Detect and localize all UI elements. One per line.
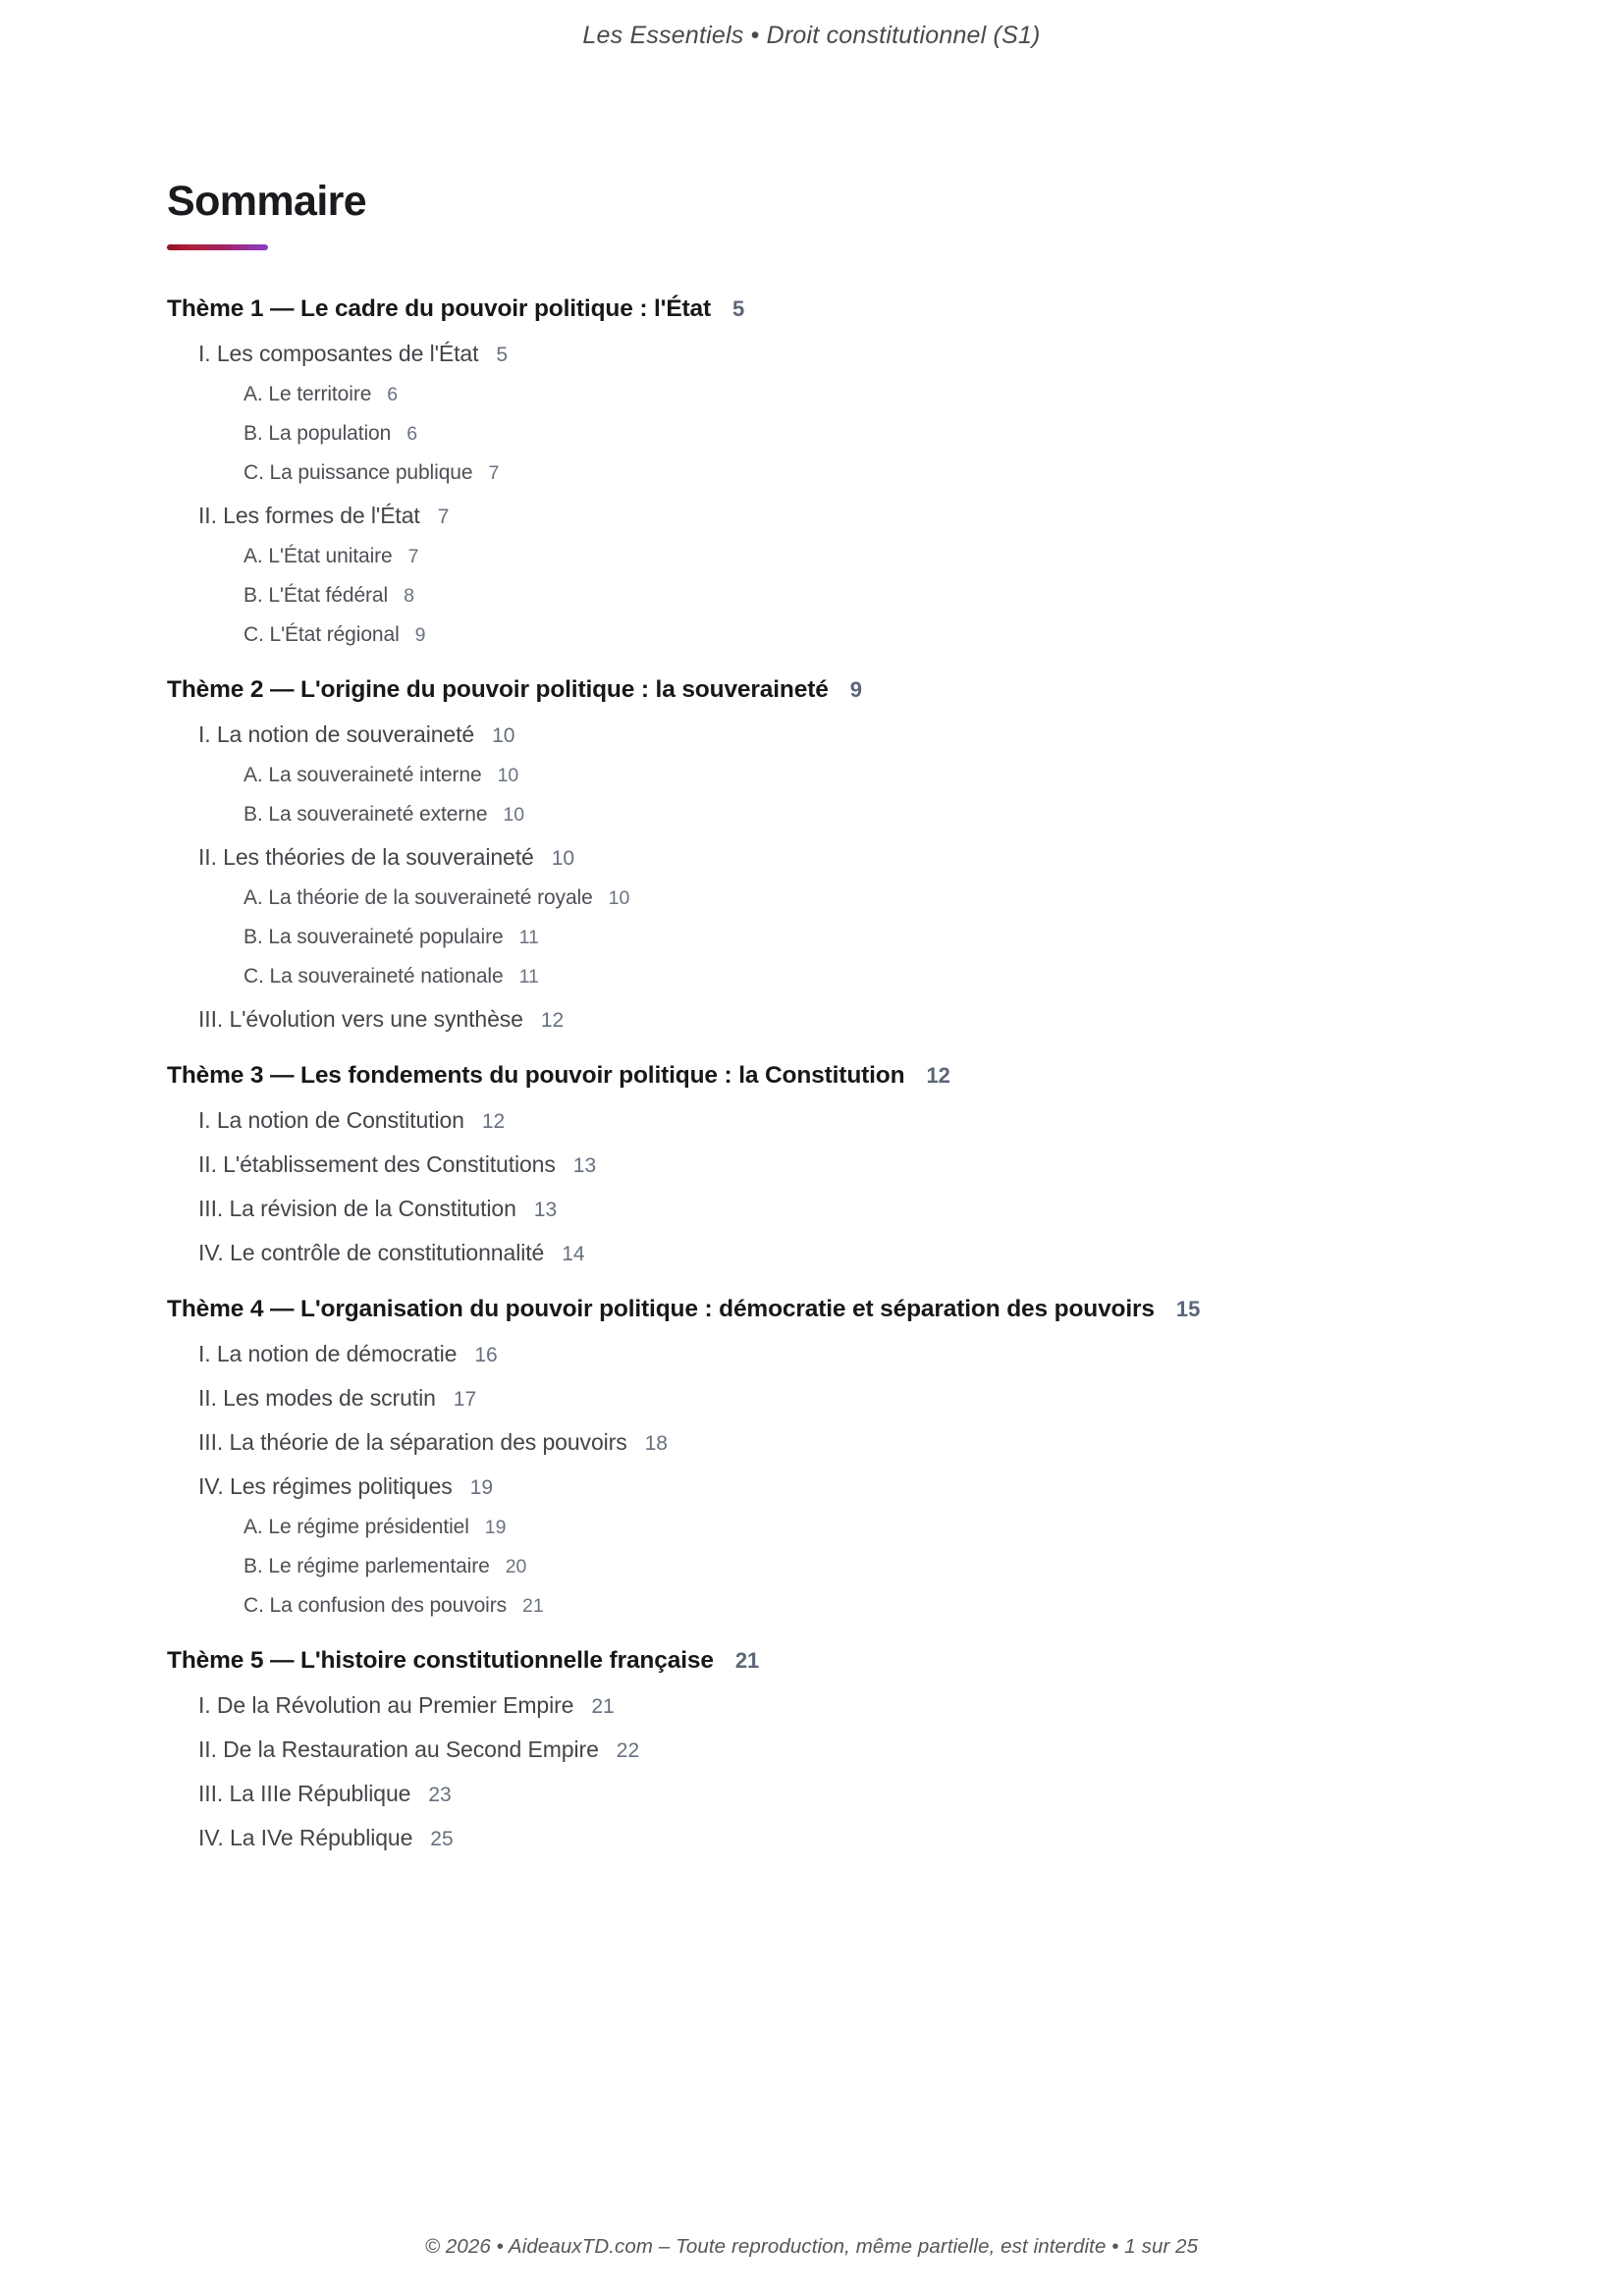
toc-entry-level-2[interactable] (198, 341, 1463, 367)
toc-entry-page-number: 25 (430, 1828, 454, 1851)
toc-entry-label: B. Le régime parlementaire (243, 1555, 490, 1578)
toc-entry-page-number: 19 (484, 1517, 507, 1539)
page-title: Sommaire (167, 178, 367, 225)
toc-entry-label: C. L'État régional (243, 623, 400, 647)
toc-entry-level-2[interactable] (198, 1341, 1463, 1367)
toc-entry-level-3[interactable] (243, 926, 1463, 949)
toc-entry-label: B. La population (243, 422, 392, 446)
toc-entry-level-2[interactable] (198, 1006, 1463, 1033)
toc-entry-label: III. La IIIe République (198, 1781, 411, 1807)
toc-entry-page-number: 20 (505, 1556, 527, 1578)
toc-entry-level-2[interactable] (198, 1385, 1463, 1412)
toc-entry-label: Thème 2 — L'origine du pouvoir politique : la souveraineté (167, 676, 829, 704)
toc-entry-label: Thème 3 — Les fondements du pouvoir politique : la Constitution (167, 1062, 905, 1090)
toc-entry-label: B. La souveraineté externe (243, 803, 488, 827)
toc-entry-level-2[interactable] (198, 1196, 1463, 1222)
toc-entry-level-2[interactable] (198, 1240, 1463, 1266)
toc-entry-level-3[interactable] (243, 545, 1463, 568)
toc-entry-page-number: 21 (591, 1695, 615, 1719)
toc-entry-label: I. De la Révolution au Premier Empire (198, 1692, 574, 1719)
toc-entry-level-2[interactable] (198, 1151, 1463, 1178)
toc-entry-level-1[interactable] (167, 1062, 1463, 1090)
toc-entry-page-number: 5 (732, 296, 745, 322)
toc-entry-level-2[interactable] (198, 1736, 1463, 1763)
toc-entry-page-number: 11 (518, 927, 539, 949)
toc-entry-label: II. Les théories de la souveraineté (198, 844, 534, 871)
toc-entry-level-1[interactable] (167, 676, 1463, 704)
toc-entry-page-number: 8 (404, 585, 414, 608)
toc-entry-level-1[interactable] (167, 1647, 1463, 1675)
toc-entry-level-3[interactable] (243, 584, 1463, 608)
toc-entry-page-number: 11 (518, 966, 539, 988)
toc-entry-page-number: 21 (734, 1648, 760, 1674)
title-underline-rule (167, 244, 268, 250)
toc-entry-level-1[interactable] (167, 1296, 1463, 1323)
toc-entry-label: II. Les modes de scrutin (198, 1385, 436, 1412)
toc-entry-label: A. Le régime présidentiel (243, 1516, 469, 1539)
toc-entry-level-3[interactable] (243, 422, 1463, 446)
toc-entry-label: IV. Les régimes politiques (198, 1473, 453, 1500)
toc-entry-level-3[interactable] (243, 886, 1463, 910)
toc-entry-label: IV. Le contrôle de constitutionnalité (198, 1240, 545, 1266)
toc-entry-page-number: 15 (1175, 1297, 1201, 1322)
toc-entry-label: C. La souveraineté nationale (243, 965, 504, 988)
toc-entry-label: Thème 5 — L'histoire constitutionnelle française (167, 1647, 714, 1675)
toc-entry-level-2[interactable] (198, 1429, 1463, 1456)
toc-entry-level-2[interactable] (198, 1825, 1463, 1851)
toc-entry-level-2[interactable] (198, 503, 1463, 529)
toc-entry-level-2[interactable] (198, 721, 1463, 748)
toc-entry-level-2[interactable] (198, 1781, 1463, 1807)
toc-entry-level-3[interactable] (243, 461, 1463, 485)
toc-entry-page-number: 18 (644, 1432, 668, 1456)
toc-entry-label: III. L'évolution vers une synthèse (198, 1006, 523, 1033)
toc-entry-page-number: 10 (608, 887, 630, 910)
toc-entry-level-2[interactable] (198, 1692, 1463, 1719)
toc-entry-page-number: 19 (469, 1476, 494, 1500)
toc-entry-label: II. Les formes de l'État (198, 503, 420, 529)
toc-entry-page-number: 16 (474, 1344, 498, 1367)
toc-entry-page-number: 13 (533, 1199, 558, 1222)
toc-entry-page-number: 12 (540, 1009, 565, 1033)
toc-entry-level-3[interactable] (243, 1555, 1463, 1578)
toc-entry-label: A. La théorie de la souveraineté royale (243, 886, 593, 910)
toc-entry-label: I. La notion de souveraineté (198, 721, 475, 748)
toc-entry-level-3[interactable] (243, 1516, 1463, 1539)
toc-entry-label: C. La confusion des pouvoirs (243, 1594, 508, 1618)
toc-entry-page-number: 22 (616, 1739, 640, 1763)
toc-entry-page-number: 10 (497, 765, 519, 787)
toc-entry-label: B. La souveraineté populaire (243, 926, 504, 949)
toc-entry-label: Thème 1 — Le cadre du pouvoir politique : l'État (167, 295, 712, 323)
toc-entry-level-3[interactable] (243, 764, 1463, 787)
toc-entry-label: C. La puissance publique (243, 461, 473, 485)
toc-entry-label: I. La notion de démocratie (198, 1341, 458, 1367)
running-footer: © 2026 • AideauxTD.com – Toute reproduction, même partielle, est interdite • 1 sur 25 (424, 2235, 1199, 2258)
toc-entry-level-3[interactable] (243, 383, 1463, 406)
toc-entry-label: III. La théorie de la séparation des pouvoirs (198, 1429, 627, 1456)
toc-entry-label: B. L'État fédéral (243, 584, 389, 608)
toc-entry-level-3[interactable] (243, 965, 1463, 988)
toc-entry-page-number: 9 (849, 677, 862, 703)
toc-entry-page-number: 12 (481, 1110, 506, 1134)
table-of-contents (167, 295, 1463, 1851)
toc-entry-level-3[interactable] (243, 1594, 1463, 1618)
toc-entry-page-number: 7 (437, 506, 450, 529)
toc-entry-label: I. La notion de Constitution (198, 1107, 464, 1134)
toc-entry-label: II. De la Restauration au Second Empire (198, 1736, 599, 1763)
toc-entry-page-number: 23 (428, 1784, 452, 1807)
toc-entry-page-number: 10 (503, 804, 525, 827)
toc-entry-label: A. Le territoire (243, 383, 372, 406)
toc-entry-page-number: 12 (926, 1063, 950, 1089)
toc-entry-page-number: 10 (551, 847, 575, 871)
toc-entry-page-number: 5 (496, 344, 509, 367)
toc-entry-page-number: 9 (414, 624, 426, 647)
toc-entry-page-number: 10 (492, 724, 515, 748)
toc-entry-label: Thème 4 — L'organisation du pouvoir politique : démocratie et séparation des pouvoirs (167, 1296, 1155, 1323)
toc-entry-page-number: 13 (572, 1154, 597, 1178)
toc-entry-label: A. La souveraineté interne (243, 764, 482, 787)
toc-entry-page-number: 6 (406, 423, 418, 446)
toc-entry-label: III. La révision de la Constitution (198, 1196, 516, 1222)
toc-entry-page-number: 17 (453, 1388, 477, 1412)
toc-entry-level-2[interactable] (198, 1473, 1463, 1500)
running-header: Les Essentiels • Droit constitutionnel (S1) (582, 22, 1041, 49)
toc-entry-level-2[interactable] (198, 1107, 1463, 1134)
toc-entry-level-2[interactable] (198, 844, 1463, 871)
toc-entry-page-number: 7 (407, 546, 419, 568)
toc-entry-label: I. Les composantes de l'État (198, 341, 479, 367)
toc-entry-page-number: 6 (387, 384, 399, 406)
toc-entry-page-number: 21 (522, 1595, 544, 1618)
toc-entry-level-3[interactable] (243, 803, 1463, 827)
toc-entry-label: IV. La IVe République (198, 1825, 413, 1851)
toc-entry-label: A. L'État unitaire (243, 545, 393, 568)
toc-entry-level-3[interactable] (243, 623, 1463, 647)
toc-entry-page-number: 14 (562, 1243, 585, 1266)
toc-entry-page-number: 7 (488, 462, 500, 485)
toc-entry-level-1[interactable] (167, 295, 1463, 323)
toc-entry-label: II. L'établissement des Constitutions (198, 1151, 556, 1178)
page-content (167, 179, 1463, 1851)
